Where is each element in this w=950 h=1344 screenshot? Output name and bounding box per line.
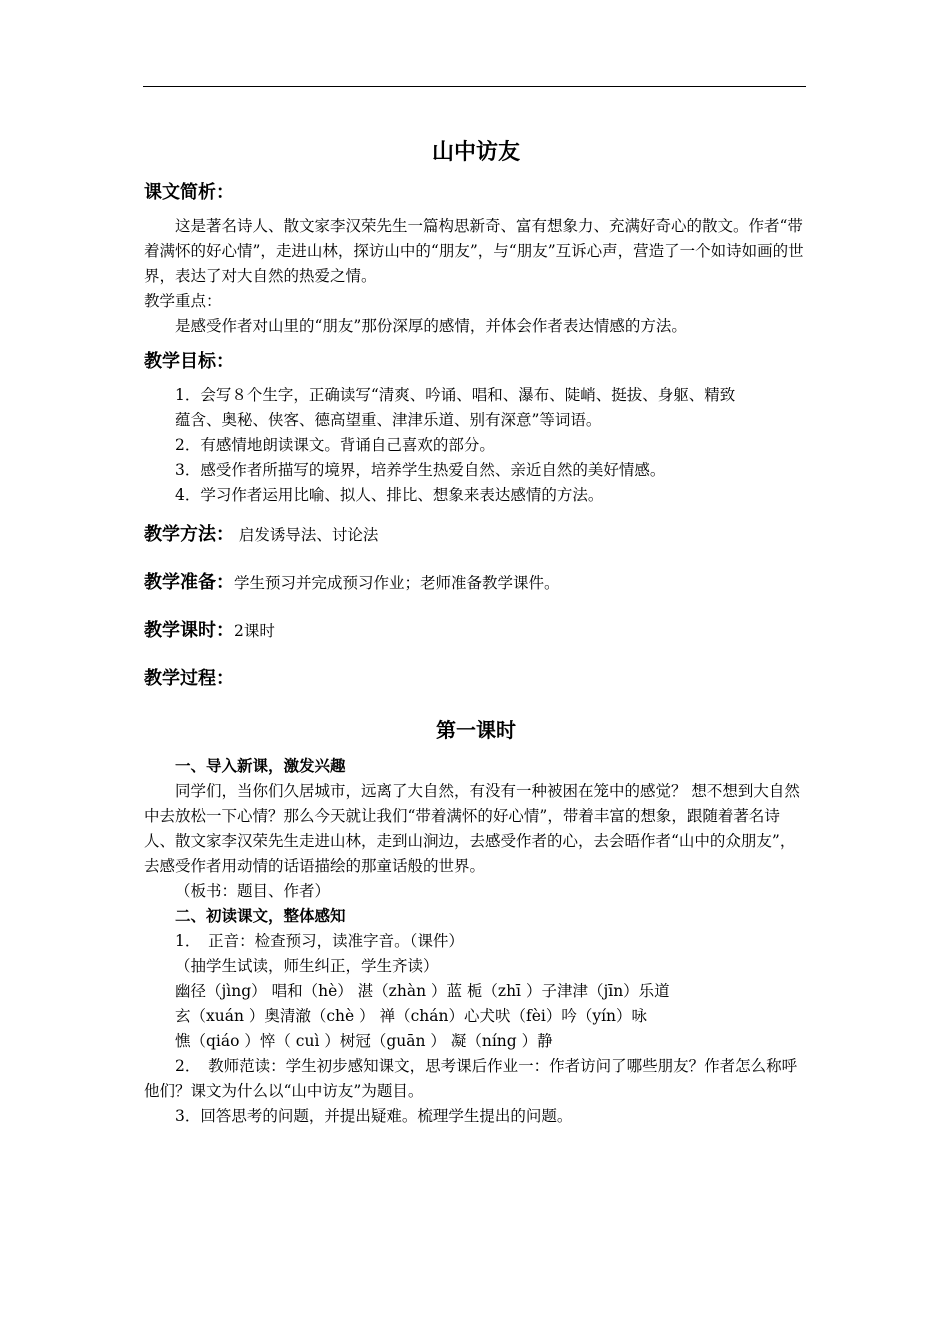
header-rule [143,86,806,87]
analysis-heading: 课文简析： [144,182,234,203]
goal-3: 3．感受作者所描写的境界，培养学生热爱自然、亲近自然的美好情感。 [175,461,666,479]
section-1-board: （板书：题目、作者） [175,882,331,900]
section-1-title: 一、导入新课，激发兴趣 [175,757,346,775]
focus-label: 教学重点： [144,292,222,310]
method-row [144,522,808,548]
goal-2: 2．有感情地朗读课文。背诵自己喜欢的部分。 [175,436,495,454]
hours-row [144,618,808,644]
item-1: 1． 正音：检查预习，读准字音。（课件） [175,932,464,950]
pinyin-line-1: 幽径（jìng） 唱和（hè） 湛（zhàn ）蓝 栀（zhī ）子津津（jīn）乐道 [175,982,670,1000]
item-3: 3．回答思考的问题，并提出疑难。梳理学生提出的问题。 [175,1107,573,1125]
hours-text: 2课时 [234,622,275,640]
analysis-paragraph: 这是著名诗人、散文家李汉荣先生一篇构思新奇、富有想象力、充满好奇心的散文。作者“带着满怀的好心情”，走进山林，探访山中的“朋友”，与“朋友”互诉心声，营造了一个如诗如画的世界，表达了对大自然的热爱之情。 [144,217,804,285]
document-page [144,120,808,1129]
item-2: 2． 教师范读：学生初步感知课文，思考课后作业一：作者访问了哪些朋友？作者怎么称呼他们？课文为什么以“山中访友”为题目。 [144,1057,798,1100]
goal-1: 1．会写８个生字，正确读写“清爽、吟诵、唱和、瀑布、陡峭、挺拔、身躯、精致 [175,386,736,404]
process-heading: 教学过程： [144,668,234,689]
goals-heading: 教学目标： [144,351,234,372]
pinyin-line-2: 玄（xuán ）奥清澈（chè ） 禅（chán）心犬吠（fèi）吟（yín）咏 [175,1007,648,1025]
method-text: 启发诱导法、讨论法 [234,526,379,544]
prep-label: 教学准备： [144,572,234,593]
section-2-title: 二、初读课文，整体感知 [175,907,346,925]
document-title: 山中访友 [431,140,520,165]
focus-text: 是感受作者对山里的“朋友”那份深厚的感情，并体会作者表达情感的方法。 [175,317,687,335]
prep-row [144,570,808,596]
hours-label: 教学课时： [144,620,234,641]
goal-1-continued: 蕴含、奥秘、侠客、德高望重、津津乐道、别有深意”等词语。 [175,411,602,429]
method-label: 教学方法： [144,524,234,545]
item-1-note: （抽学生试读，师生纠正，学生齐读） [175,957,439,975]
lesson-1-heading: 第一课时 [436,718,516,742]
goal-4: 4．学习作者运用比喻、拟人、排比、想象来表达感情的方法。 [175,486,604,504]
pinyin-line-3: 憔（qiáo ）悴（ cuì ）树冠（guān ） 凝（níng ）静 [175,1032,553,1050]
prep-text: 学生预习并完成预习作业；老师准备教学课件。 [234,574,560,592]
section-1-text: 同学们，当你们久居城市，远离了大自然，有没有一种被困在笼中的感觉？ 想不想到大自然中去放松一下心情？那么今天就让我们“带着满怀的好心情”，带着丰富的想象，跟随着著名诗人、散文家李汉荣先生走进山林，走到山涧边，去感受作者的心，去会晤作者“山中的众朋友”，去感受作者用动情的话语描绘的那童话般的世界。 [144,782,800,875]
